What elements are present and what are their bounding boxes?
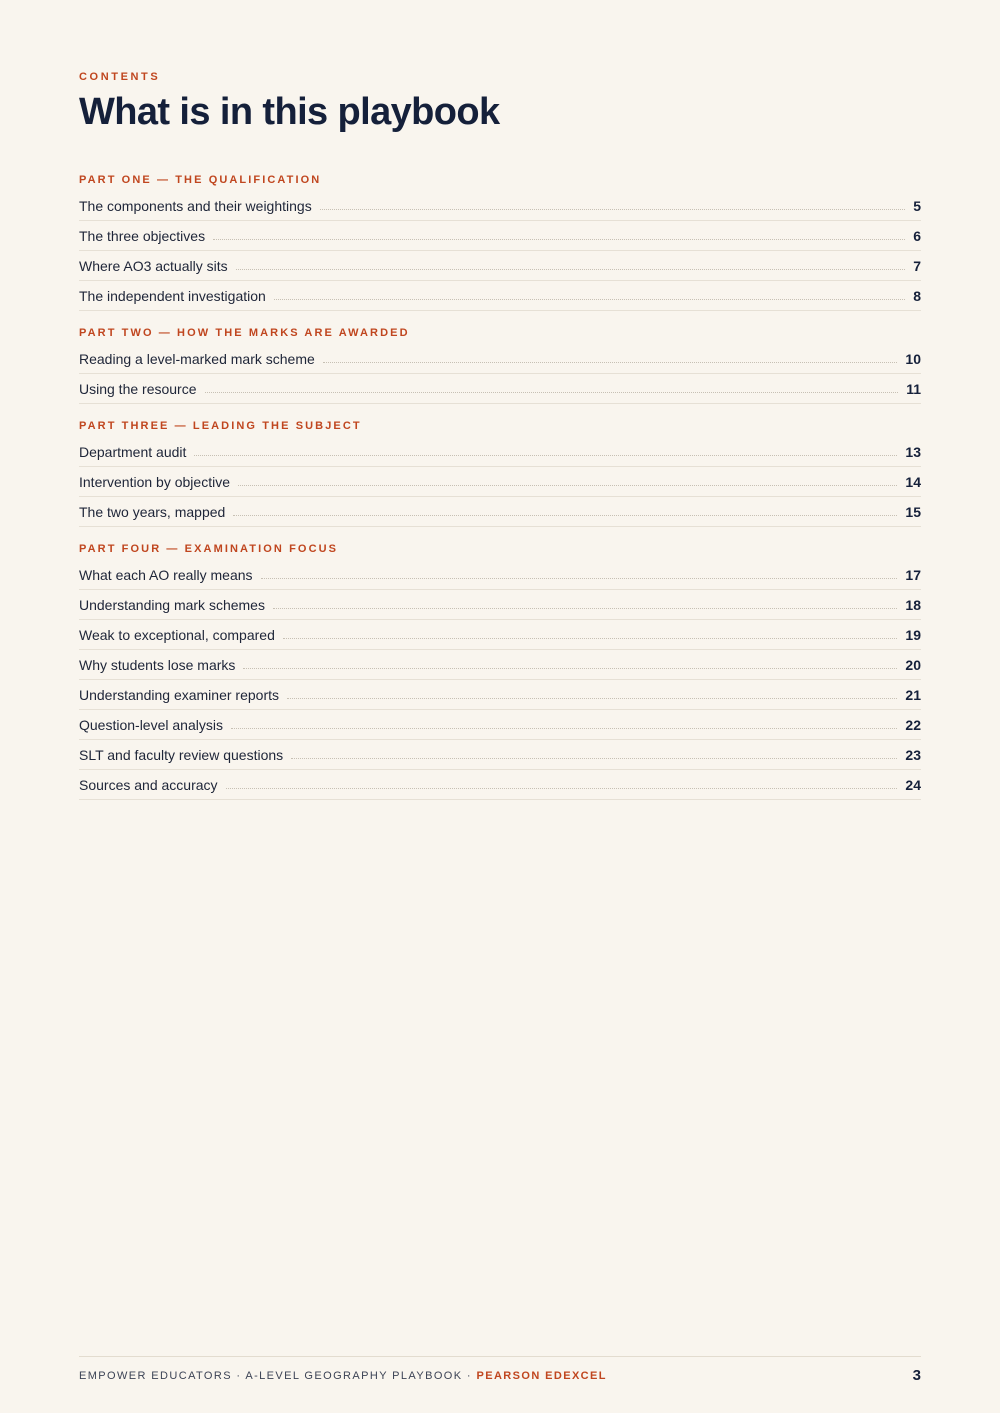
toc-entry-page: 19	[905, 626, 921, 643]
toc-entry-label: Question-level analysis	[79, 716, 223, 733]
toc-entry[interactable]	[79, 281, 921, 311]
toc-entry-label: What each AO really means	[79, 566, 253, 583]
toc-entry[interactable]	[79, 770, 921, 800]
dot-leader	[291, 758, 897, 759]
footer-page-number: 3	[912, 1367, 921, 1384]
dot-leader	[283, 638, 898, 639]
footer-text	[79, 1370, 607, 1382]
toc-entry-label: Sources and accuracy	[79, 776, 218, 793]
toc-entry-label: Department audit	[79, 443, 187, 460]
toc-entry-page: 15	[905, 503, 921, 520]
dot-leader	[238, 485, 897, 486]
dot-leader	[287, 698, 897, 699]
toc-entry-label: The independent investigation	[79, 287, 266, 304]
toc-entry-label: Reading a level-marked mark scheme	[79, 350, 315, 367]
toc-entry-page: 6	[913, 227, 921, 244]
dot-leader	[261, 578, 898, 579]
toc-entry[interactable]	[79, 437, 921, 467]
section-heading: PART TWO — HOW THE MARKS ARE AWARDED	[79, 327, 410, 339]
toc-entry-label: SLT and faculty review questions	[79, 746, 284, 763]
toc-entry[interactable]	[79, 497, 921, 527]
toc-entry-page: 13	[905, 443, 921, 460]
toc-entry-page: 17	[905, 566, 921, 583]
dot-leader	[194, 455, 897, 456]
toc-entry[interactable]	[79, 344, 921, 374]
dot-leader	[226, 788, 898, 789]
toc-section-part-three	[79, 419, 921, 527]
toc-entry[interactable]	[79, 191, 921, 221]
dot-leader	[233, 515, 897, 516]
toc-entry[interactable]	[79, 710, 921, 740]
toc-entry-page: 8	[913, 287, 921, 304]
toc-entry[interactable]	[79, 590, 921, 620]
toc-entry-page: 22	[905, 716, 921, 733]
toc-section-part-two	[79, 326, 921, 404]
footer-brand: PEARSON EDEXCEL	[476, 1369, 607, 1382]
toc-entry-label: The components and their weightings	[79, 197, 312, 214]
toc-entry[interactable]	[79, 221, 921, 251]
toc-entry-page: 24	[905, 776, 921, 793]
toc-entry-label: Weak to exceptional, compared	[79, 626, 275, 643]
page-title: What is in this playbook	[79, 91, 500, 133]
toc-entry[interactable]	[79, 650, 921, 680]
toc-entry-page: 14	[905, 473, 921, 490]
contents-page	[79, 70, 921, 815]
dot-leader	[231, 728, 897, 729]
toc-entry[interactable]	[79, 680, 921, 710]
dot-leader	[273, 608, 897, 609]
dot-leader	[213, 239, 905, 240]
dot-leader	[323, 362, 898, 363]
toc-entry[interactable]	[79, 251, 921, 281]
toc-entry-page: 18	[905, 596, 921, 613]
toc-section-part-one	[79, 173, 921, 311]
toc-entry-label: Understanding examiner reports	[79, 686, 279, 703]
toc-entry-label: Intervention by objective	[79, 473, 230, 490]
toc-section-part-four	[79, 542, 921, 800]
toc-entry-page: 5	[913, 197, 921, 214]
dot-leader	[243, 668, 897, 669]
toc-entry-label: Understanding mark schemes	[79, 596, 265, 613]
dot-leader	[236, 269, 906, 270]
contents-eyebrow: CONTENTS	[79, 71, 161, 83]
toc-entry[interactable]	[79, 467, 921, 497]
section-heading: PART FOUR — EXAMINATION FOCUS	[79, 543, 339, 555]
toc-entry-page: 10	[905, 350, 921, 367]
toc-entry-label: Where AO3 actually sits	[79, 257, 228, 274]
toc-entry-page: 11	[906, 380, 921, 397]
footer-series: EMPOWER EDUCATORS · A-LEVEL GEOGRAPHY PLAYBOOK ·	[79, 1369, 477, 1382]
toc-entry[interactable]	[79, 560, 921, 590]
toc-entry[interactable]	[79, 374, 921, 404]
toc-entry-label: The two years, mapped	[79, 503, 226, 520]
section-heading: PART ONE — THE QUALIFICATION	[79, 174, 322, 186]
toc-entry[interactable]	[79, 740, 921, 770]
toc-entry-label: Why students lose marks	[79, 656, 236, 673]
toc-entry-label: The three objectives	[79, 227, 206, 244]
toc-entry-page: 23	[905, 746, 921, 763]
dot-leader	[320, 209, 906, 210]
toc-entry-page: 7	[913, 257, 921, 274]
toc-entry[interactable]	[79, 620, 921, 650]
toc-entry-page: 21	[905, 686, 921, 703]
page-footer	[79, 1356, 921, 1384]
toc-entry-page: 20	[905, 656, 921, 673]
toc-entry-label: Using the resource	[79, 380, 197, 397]
dot-leader	[274, 299, 905, 300]
section-heading: PART THREE — LEADING THE SUBJECT	[79, 420, 362, 432]
dot-leader	[205, 392, 899, 393]
